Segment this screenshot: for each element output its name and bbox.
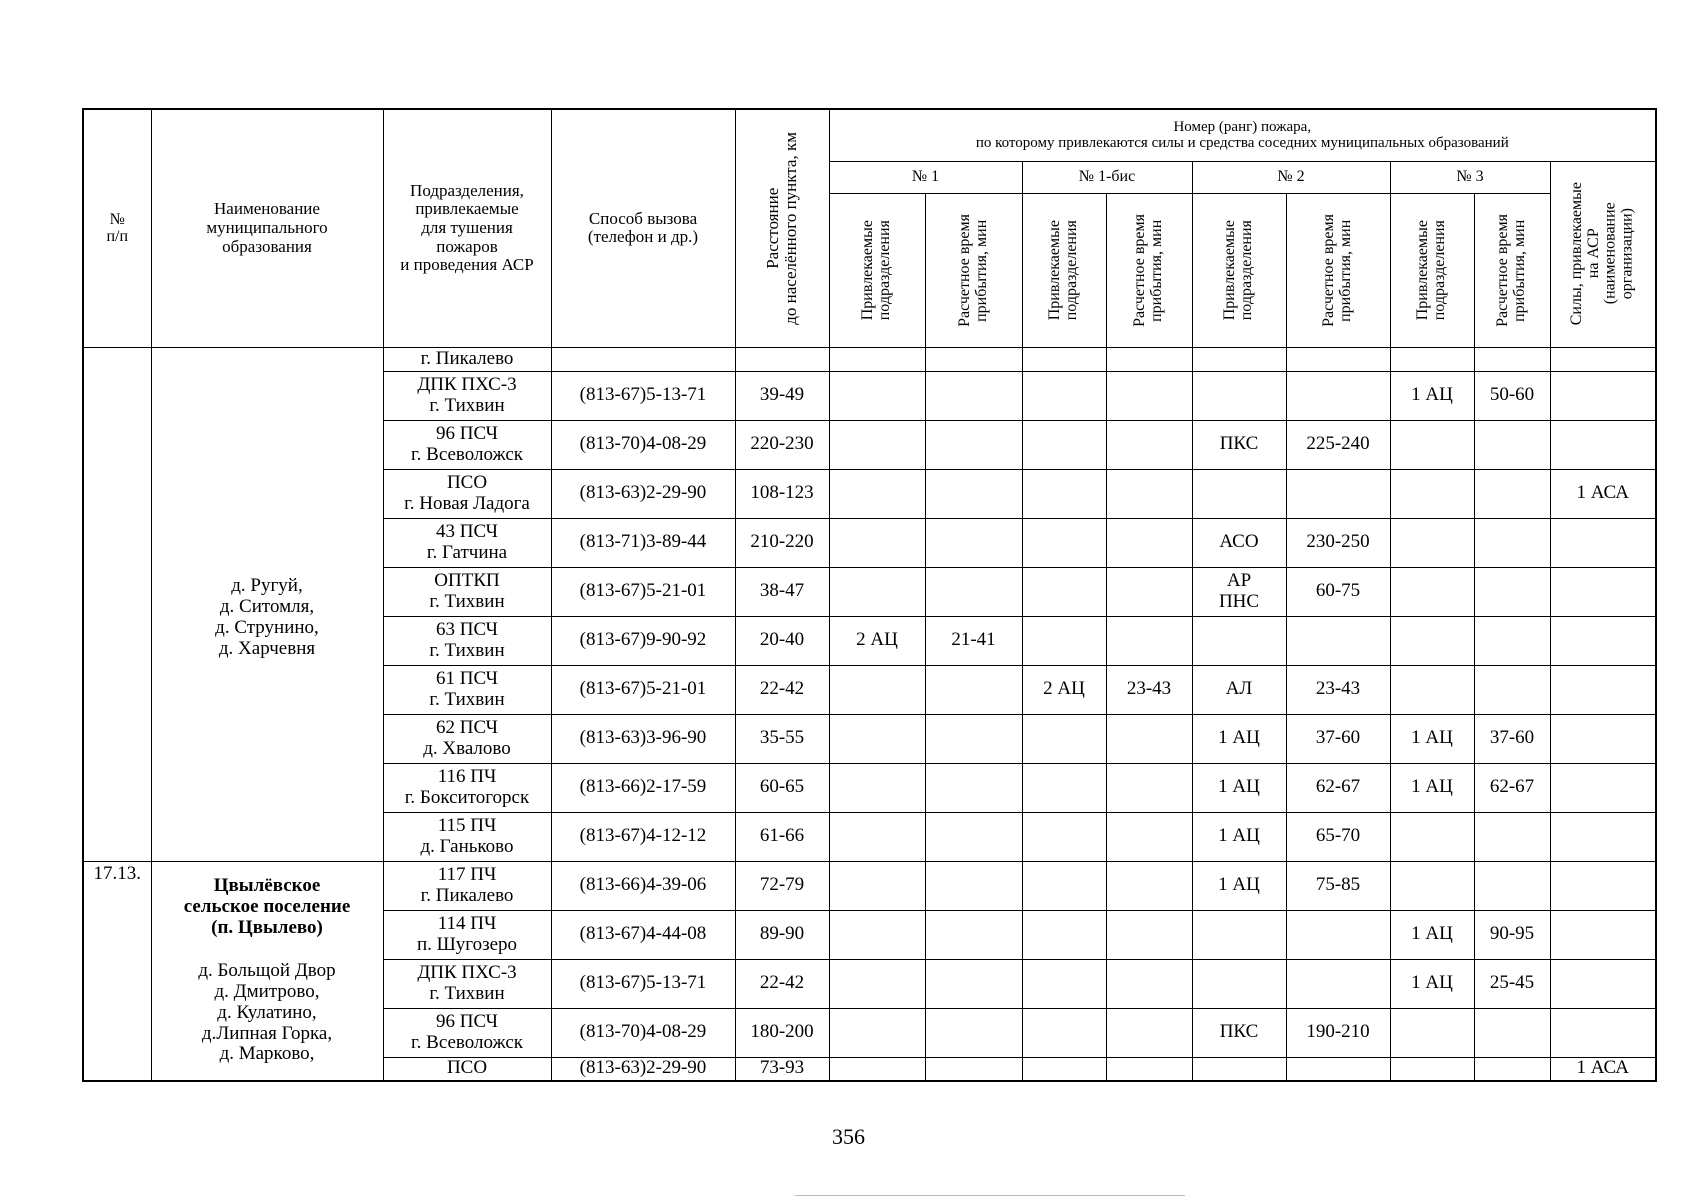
r3-attracted-cell bbox=[1390, 1057, 1474, 1081]
phone-cell: (813-67)4-44-08 bbox=[551, 910, 735, 959]
r3-time-cell bbox=[1474, 347, 1550, 371]
r2-time-cell bbox=[1286, 616, 1390, 665]
header-r1bis-time bbox=[1106, 193, 1192, 347]
r2-time-cell bbox=[1286, 371, 1390, 420]
header-r1-attracted bbox=[829, 193, 925, 347]
row-number-cell: 17.13. bbox=[83, 861, 151, 1081]
r1-time-cell bbox=[925, 714, 1022, 763]
r1bis-time-cell bbox=[1106, 763, 1192, 812]
r2-attracted-cell: АР ПНС bbox=[1192, 567, 1286, 616]
header-r2-time bbox=[1286, 193, 1390, 347]
unit-cell: ДПК ПХС-3 г. Тихвин bbox=[383, 959, 551, 1008]
header-r1-time bbox=[925, 193, 1022, 347]
distance-cell: 35-55 bbox=[735, 714, 829, 763]
page-number: 356 bbox=[832, 1124, 865, 1149]
r3-time-cell bbox=[1474, 420, 1550, 469]
distance-cell: 180-200 bbox=[735, 1008, 829, 1057]
r3-time-cell: 50-60 bbox=[1474, 371, 1550, 420]
asr-forces-cell bbox=[1550, 959, 1656, 1008]
phone-cell: (813-70)4-08-29 bbox=[551, 1008, 735, 1057]
r1-time-cell bbox=[925, 910, 1022, 959]
phone-cell: (813-63)2-29-90 bbox=[551, 1057, 735, 1081]
distance-cell bbox=[735, 347, 829, 371]
r3-attracted-cell bbox=[1390, 616, 1474, 665]
r1bis-time-cell bbox=[1106, 714, 1192, 763]
r1bis-time-cell bbox=[1106, 812, 1192, 861]
r1-attracted-cell bbox=[829, 469, 925, 518]
r1-time-cell bbox=[925, 347, 1022, 371]
header-r1-attracted-label: Привлекаемые подразделения bbox=[859, 219, 893, 321]
r3-time-cell bbox=[1474, 616, 1550, 665]
r1bis-attracted-cell bbox=[1022, 347, 1106, 371]
r1bis-attracted-cell bbox=[1022, 420, 1106, 469]
r1bis-attracted-cell bbox=[1022, 518, 1106, 567]
distance-cell: 61-66 bbox=[735, 812, 829, 861]
r1-attracted-cell bbox=[829, 371, 925, 420]
asr-forces-cell: 1 АСА bbox=[1550, 469, 1656, 518]
r1bis-time-cell bbox=[1106, 469, 1192, 518]
r2-time-cell bbox=[1286, 910, 1390, 959]
r2-attracted-cell bbox=[1192, 347, 1286, 371]
r3-time-cell bbox=[1474, 1057, 1550, 1081]
r1-time-cell: 21-41 bbox=[925, 616, 1022, 665]
header-r2-attracted bbox=[1192, 193, 1286, 347]
phone-cell: (813-67)5-21-01 bbox=[551, 567, 735, 616]
localities-cell bbox=[151, 347, 383, 861]
r1-time-cell bbox=[925, 665, 1022, 714]
r3-attracted-cell: 1 АЦ bbox=[1390, 371, 1474, 420]
r2-time-cell bbox=[1286, 347, 1390, 371]
r2-time-cell: 60-75 bbox=[1286, 567, 1390, 616]
unit-cell: 61 ПСЧ г. Тихвин bbox=[383, 665, 551, 714]
header-call-method: Способ вызова (телефон и др.) bbox=[551, 109, 735, 347]
r2-attracted-cell: ПКС bbox=[1192, 420, 1286, 469]
unit-cell: 117 ПЧ г. Пикалево bbox=[383, 861, 551, 910]
phone-cell: (813-66)4-39-06 bbox=[551, 861, 735, 910]
unit-cell: 115 ПЧ д. Ганьково bbox=[383, 812, 551, 861]
mo-cell bbox=[151, 861, 383, 1081]
phone-cell: (813-67)9-90-92 bbox=[551, 616, 735, 665]
r1bis-time-cell bbox=[1106, 616, 1192, 665]
asr-forces-cell bbox=[1550, 371, 1656, 420]
phone-cell: (813-66)2-17-59 bbox=[551, 763, 735, 812]
row-number-cell bbox=[83, 347, 151, 861]
r2-time-cell: 225-240 bbox=[1286, 420, 1390, 469]
r2-time-cell: 230-250 bbox=[1286, 518, 1390, 567]
asr-forces-cell bbox=[1550, 518, 1656, 567]
r1bis-attracted-cell: 2 АЦ bbox=[1022, 665, 1106, 714]
r1bis-time-cell bbox=[1106, 959, 1192, 1008]
distance-cell: 220-230 bbox=[735, 420, 829, 469]
unit-cell: ОПТКП г. Тихвин bbox=[383, 567, 551, 616]
r1bis-time-cell bbox=[1106, 910, 1192, 959]
unit-cell: 62 ПСЧ д. Хвалово bbox=[383, 714, 551, 763]
r3-time-cell bbox=[1474, 665, 1550, 714]
header-rank-2: № 2 bbox=[1192, 161, 1390, 193]
phone-cell: (813-63)2-29-90 bbox=[551, 469, 735, 518]
r1bis-time-cell bbox=[1106, 1008, 1192, 1057]
phone-cell: (813-67)4-12-12 bbox=[551, 812, 735, 861]
r1-attracted-cell bbox=[829, 861, 925, 910]
table-body bbox=[83, 347, 1656, 1081]
distance-cell: 38-47 bbox=[735, 567, 829, 616]
r2-time-cell: 37-60 bbox=[1286, 714, 1390, 763]
r1-attracted-cell bbox=[829, 518, 925, 567]
r2-time-cell: 23-43 bbox=[1286, 665, 1390, 714]
bottom-rule bbox=[795, 1195, 1185, 1196]
r1-attracted-cell: 2 АЦ bbox=[829, 616, 925, 665]
r1-time-cell bbox=[925, 1008, 1022, 1057]
r1bis-time-cell bbox=[1106, 347, 1192, 371]
r1bis-attracted-cell bbox=[1022, 861, 1106, 910]
distance-cell: 39-49 bbox=[735, 371, 829, 420]
r3-time-cell bbox=[1474, 1008, 1550, 1057]
r3-attracted-cell: 1 АЦ bbox=[1390, 910, 1474, 959]
distance-cell: 72-79 bbox=[735, 861, 829, 910]
r3-attracted-cell bbox=[1390, 420, 1474, 469]
asr-forces-cell bbox=[1550, 910, 1656, 959]
localities-list: д. Больщой Двор д. Дмитрово, д. Кулатино, д.Липная Горка, д. Марково, bbox=[198, 959, 336, 1065]
header-r3-attracted-label: Привлекаемые подразделения bbox=[1414, 219, 1448, 321]
r1bis-attracted-cell bbox=[1022, 371, 1106, 420]
r2-attracted-cell: АЛ bbox=[1192, 665, 1286, 714]
asr-forces-cell bbox=[1550, 420, 1656, 469]
r2-time-cell bbox=[1286, 469, 1390, 518]
r1-time-cell bbox=[925, 518, 1022, 567]
asr-forces-cell bbox=[1550, 861, 1656, 910]
r1bis-attracted-cell bbox=[1022, 910, 1106, 959]
r3-time-cell: 25-45 bbox=[1474, 959, 1550, 1008]
phone-cell: (813-71)3-89-44 bbox=[551, 518, 735, 567]
r2-time-cell bbox=[1286, 1057, 1390, 1081]
r3-attracted-cell: 1 АЦ bbox=[1390, 959, 1474, 1008]
r2-attracted-cell: 1 АЦ bbox=[1192, 714, 1286, 763]
r3-attracted-cell bbox=[1390, 567, 1474, 616]
distance-cell: 210-220 bbox=[735, 518, 829, 567]
header-r3-time bbox=[1474, 193, 1550, 347]
r1-attracted-cell bbox=[829, 910, 925, 959]
unit-cell: 114 ПЧ п. Шугозеро bbox=[383, 910, 551, 959]
r1bis-attracted-cell bbox=[1022, 1057, 1106, 1081]
header-r2-attracted-label: Привлекаемые подразделения bbox=[1221, 219, 1255, 321]
unit-cell: 43 ПСЧ г. Гатчина bbox=[383, 518, 551, 567]
r1bis-time-cell bbox=[1106, 420, 1192, 469]
distance-cell: 20-40 bbox=[735, 616, 829, 665]
r2-attracted-cell: ПКС bbox=[1192, 1008, 1286, 1057]
phone-cell: (813-63)3-96-90 bbox=[551, 714, 735, 763]
r1bis-attracted-cell bbox=[1022, 714, 1106, 763]
header-rank-3: № 3 bbox=[1390, 161, 1550, 193]
r1-attracted-cell bbox=[829, 763, 925, 812]
mo-name: Цвылёвское сельское поселение (п. Цвылево) bbox=[183, 875, 351, 938]
r1-time-cell bbox=[925, 371, 1022, 420]
r1bis-attracted-cell bbox=[1022, 959, 1106, 1008]
r1bis-attracted-cell bbox=[1022, 469, 1106, 518]
unit-cell: 116 ПЧ г. Бокситогорск bbox=[383, 763, 551, 812]
r2-attracted-cell bbox=[1192, 616, 1286, 665]
asr-forces-cell bbox=[1550, 665, 1656, 714]
r3-attracted-cell bbox=[1390, 469, 1474, 518]
distance-cell: 60-65 bbox=[735, 763, 829, 812]
header-distance bbox=[735, 109, 829, 347]
r1-attracted-cell bbox=[829, 812, 925, 861]
r1-time-cell bbox=[925, 420, 1022, 469]
asr-forces-cell bbox=[1550, 714, 1656, 763]
r1bis-attracted-cell bbox=[1022, 763, 1106, 812]
r3-attracted-cell bbox=[1390, 812, 1474, 861]
r1bis-time-cell bbox=[1106, 1057, 1192, 1081]
r1-attracted-cell bbox=[829, 714, 925, 763]
r3-time-cell: 62-67 bbox=[1474, 763, 1550, 812]
header-mo-name: Наименование муниципального образования bbox=[151, 109, 383, 347]
r1-attracted-cell bbox=[829, 567, 925, 616]
distance-cell: 73-93 bbox=[735, 1057, 829, 1081]
header-rank-1: № 1 bbox=[829, 161, 1022, 193]
r2-time-cell: 190-210 bbox=[1286, 1008, 1390, 1057]
r2-attracted-cell: АСО bbox=[1192, 518, 1286, 567]
header-r1bis-time-label: Расчетное время прибытия, мин bbox=[1131, 213, 1165, 327]
header-units: Подразделения, привлекаемые для тушения пожаров и проведения АСР bbox=[383, 109, 551, 347]
r1bis-time-cell bbox=[1106, 518, 1192, 567]
r2-attracted-cell bbox=[1192, 959, 1286, 1008]
header-asr-forces bbox=[1550, 161, 1656, 347]
r3-attracted-cell bbox=[1390, 518, 1474, 567]
unit-cell: ПСО г. Новая Ладога bbox=[383, 469, 551, 518]
r1-attracted-cell bbox=[829, 665, 925, 714]
asr-forces-cell bbox=[1550, 347, 1656, 371]
r2-attracted-cell bbox=[1192, 910, 1286, 959]
r1bis-attracted-cell bbox=[1022, 812, 1106, 861]
unit-cell: 96 ПСЧ г. Всеволожск bbox=[383, 1008, 551, 1057]
r1-time-cell bbox=[925, 861, 1022, 910]
header-r3-time-label: Расчетное время прибытия, мин bbox=[1494, 213, 1528, 327]
r1-time-cell bbox=[925, 567, 1022, 616]
r2-time-cell: 75-85 bbox=[1286, 861, 1390, 910]
header-num: № п/п bbox=[83, 109, 151, 347]
asr-forces-cell bbox=[1550, 763, 1656, 812]
r1bis-attracted-cell bbox=[1022, 1008, 1106, 1057]
asr-forces-cell bbox=[1550, 616, 1656, 665]
r2-attracted-cell bbox=[1192, 371, 1286, 420]
r1-time-cell bbox=[925, 812, 1022, 861]
phone-cell bbox=[551, 347, 735, 371]
r3-time-cell bbox=[1474, 812, 1550, 861]
r3-time-cell bbox=[1474, 518, 1550, 567]
unit-cell: ДПК ПХС-3 г. Тихвин bbox=[383, 371, 551, 420]
r3-time-cell: 90-95 bbox=[1474, 910, 1550, 959]
localities-list: д. Ругуй, д. Ситомля, д. Струнино, д. Харчевня bbox=[215, 575, 319, 659]
r1-attracted-cell bbox=[829, 959, 925, 1008]
r1-time-cell bbox=[925, 959, 1022, 1008]
r1bis-time-cell bbox=[1106, 567, 1192, 616]
r1bis-time-cell bbox=[1106, 371, 1192, 420]
r1bis-time-cell: 23-43 bbox=[1106, 665, 1192, 714]
r1bis-attracted-cell bbox=[1022, 567, 1106, 616]
header-distance-label: Расстояние до населённого пункта, км bbox=[763, 131, 800, 325]
r3-attracted-cell: 1 АЦ bbox=[1390, 714, 1474, 763]
distance-cell: 22-42 bbox=[735, 665, 829, 714]
r3-attracted-cell: 1 АЦ bbox=[1390, 763, 1474, 812]
r1-attracted-cell bbox=[829, 347, 925, 371]
r1bis-attracted-cell bbox=[1022, 616, 1106, 665]
fire-forces-table bbox=[82, 108, 1657, 1082]
r2-attracted-cell: 1 АЦ bbox=[1192, 812, 1286, 861]
header-r2-time-label: Расчетное время прибытия, мин bbox=[1320, 213, 1354, 327]
r1-time-cell bbox=[925, 1057, 1022, 1081]
unit-cell: 96 ПСЧ г. Всеволожск bbox=[383, 420, 551, 469]
r2-time-cell: 62-67 bbox=[1286, 763, 1390, 812]
header-r1-time-label: Расчетное время прибытия, мин bbox=[955, 213, 990, 327]
phone-cell: (813-70)4-08-29 bbox=[551, 420, 735, 469]
phone-cell: (813-67)5-21-01 bbox=[551, 665, 735, 714]
r3-attracted-cell bbox=[1390, 861, 1474, 910]
header-r1bis-attracted bbox=[1022, 193, 1106, 347]
header-r3-attracted bbox=[1390, 193, 1474, 347]
distance-cell: 22-42 bbox=[735, 959, 829, 1008]
r1-attracted-cell bbox=[829, 1008, 925, 1057]
distance-cell: 108-123 bbox=[735, 469, 829, 518]
phone-cell: (813-67)5-13-71 bbox=[551, 371, 735, 420]
asr-forces-cell: 1 АСА bbox=[1550, 1057, 1656, 1081]
table-row bbox=[83, 347, 1656, 371]
r3-attracted-cell bbox=[1390, 1008, 1474, 1057]
distance-cell: 89-90 bbox=[735, 910, 829, 959]
r2-attracted-cell bbox=[1192, 469, 1286, 518]
unit-cell: 63 ПСЧ г. Тихвин bbox=[383, 616, 551, 665]
r2-attracted-cell: 1 АЦ bbox=[1192, 763, 1286, 812]
r2-attracted-cell: 1 АЦ bbox=[1192, 861, 1286, 910]
unit-cell: ПСО bbox=[383, 1057, 551, 1081]
r3-attracted-cell bbox=[1390, 347, 1474, 371]
r1-attracted-cell bbox=[829, 420, 925, 469]
r3-time-cell: 37-60 bbox=[1474, 714, 1550, 763]
header-asr-forces-label: Силы, привлекаемые на АСР (наименование организации) bbox=[1568, 182, 1636, 326]
r3-attracted-cell bbox=[1390, 665, 1474, 714]
r2-time-cell bbox=[1286, 959, 1390, 1008]
header-rank-1bis: № 1-бис bbox=[1022, 161, 1192, 193]
r2-time-cell: 65-70 bbox=[1286, 812, 1390, 861]
phone-cell: (813-67)5-13-71 bbox=[551, 959, 735, 1008]
r1-attracted-cell bbox=[829, 1057, 925, 1081]
asr-forces-cell bbox=[1550, 567, 1656, 616]
r1-time-cell bbox=[925, 469, 1022, 518]
asr-forces-cell bbox=[1550, 812, 1656, 861]
header-rank-title: Номер (ранг) пожара, по которому привлекаются силы и средства соседних муниципальных образований bbox=[829, 109, 1656, 161]
asr-forces-cell bbox=[1550, 1008, 1656, 1057]
unit-cell: г. Пикалево bbox=[383, 347, 551, 371]
r3-time-cell bbox=[1474, 567, 1550, 616]
header-r1bis-attracted-label: Привлекаемые подразделения bbox=[1046, 219, 1080, 321]
r3-time-cell bbox=[1474, 469, 1550, 518]
r1bis-time-cell bbox=[1106, 861, 1192, 910]
r2-attracted-cell bbox=[1192, 1057, 1286, 1081]
r3-time-cell bbox=[1474, 861, 1550, 910]
r1-time-cell bbox=[925, 763, 1022, 812]
table-row bbox=[83, 861, 1656, 910]
